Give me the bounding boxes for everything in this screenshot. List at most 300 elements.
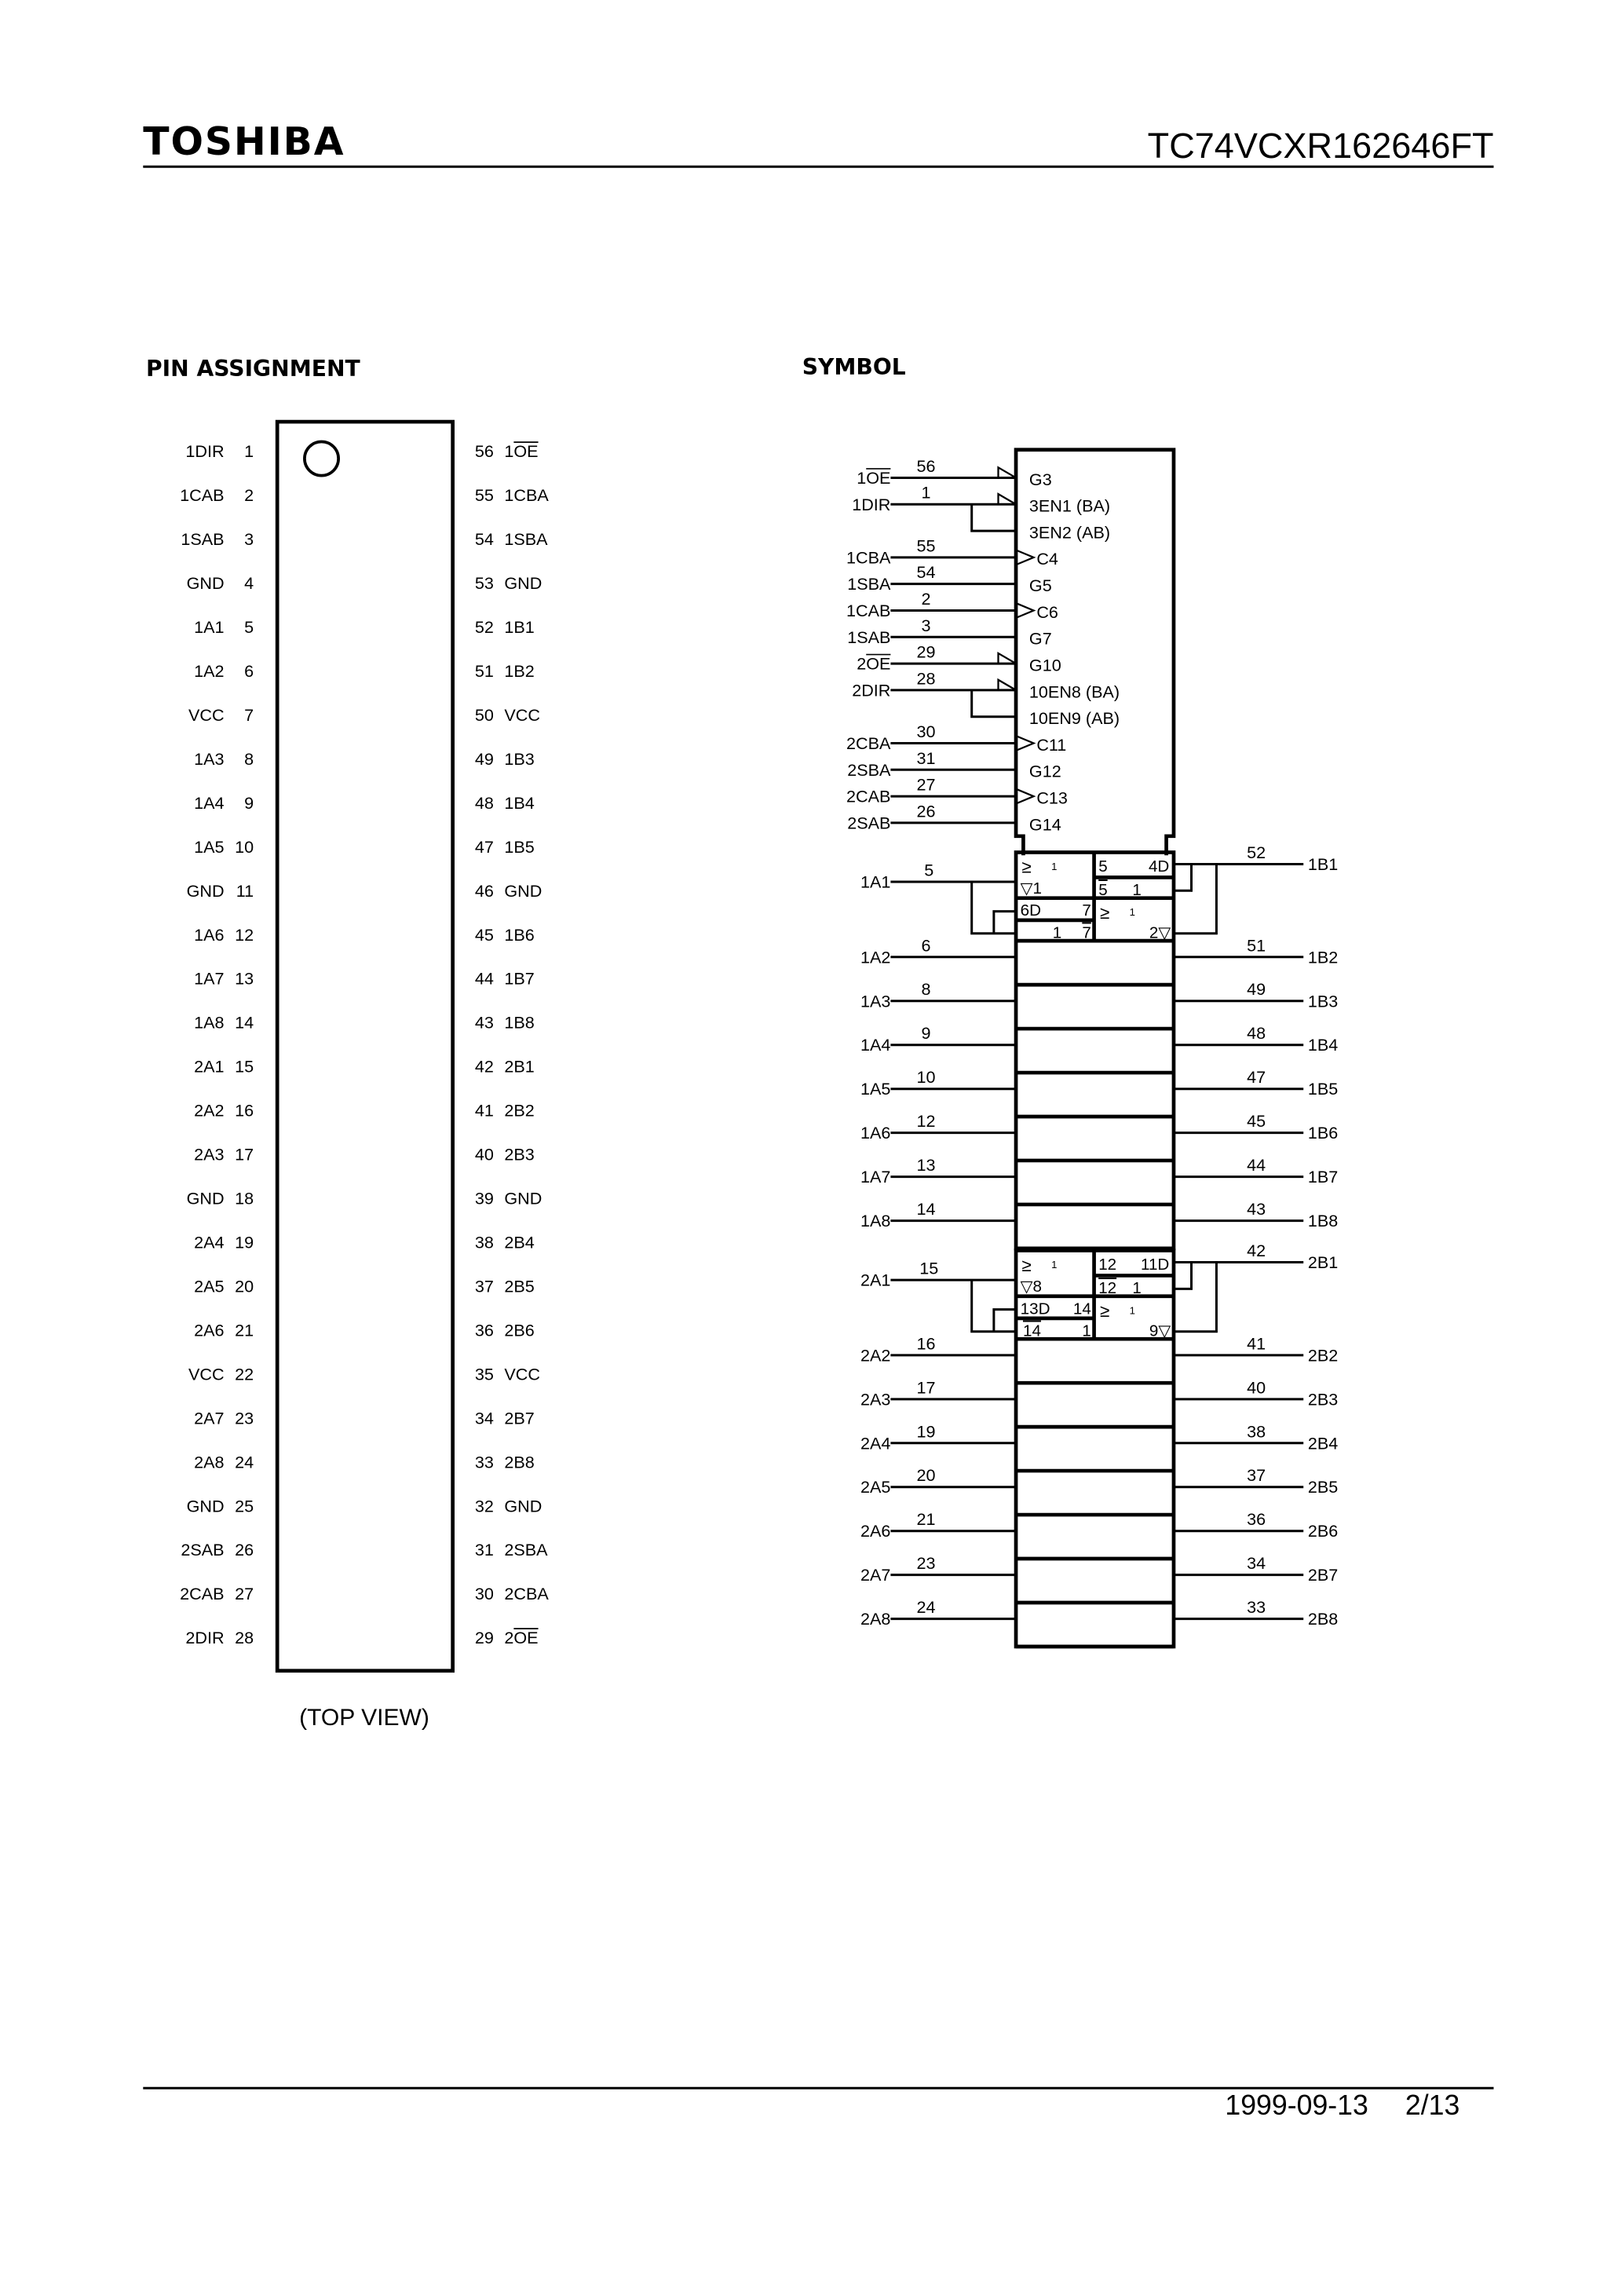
control-function-label: 10EN8 (BA) bbox=[1028, 682, 1120, 702]
cell-qualifier-label: 1 bbox=[1129, 906, 1135, 919]
pin-name: 1A5 bbox=[194, 836, 225, 857]
cell-qualifier-label: ≥ bbox=[1100, 902, 1110, 923]
a-pin-number: 12 bbox=[916, 1111, 936, 1132]
control-label: 2SAB bbox=[847, 813, 891, 833]
cell-qualifier-label: 1 bbox=[1051, 861, 1058, 873]
cell-qualifier-label: 1 bbox=[1051, 1259, 1058, 1271]
pin-name: 1A4 bbox=[194, 792, 225, 813]
control-pin-number: 1 bbox=[921, 482, 931, 503]
pin-number: 36 bbox=[474, 1320, 494, 1340]
a-port-label: 1A3 bbox=[860, 991, 891, 1011]
pin-number: 45 bbox=[474, 924, 494, 945]
cell-qualifier-label: 11D bbox=[1141, 1255, 1170, 1274]
pin-number: 35 bbox=[474, 1364, 494, 1384]
control-function-label: C6 bbox=[1036, 601, 1058, 622]
pin-number: 49 bbox=[474, 748, 494, 769]
clock-marker-icon bbox=[1016, 550, 1034, 565]
cell-qualifier-label: 14 bbox=[1072, 1300, 1091, 1318]
pin-name: 2DIR bbox=[185, 1628, 225, 1648]
pin-pad bbox=[258, 1056, 277, 1077]
pin-name: 1B3 bbox=[504, 748, 535, 769]
pin-name: 2CBA bbox=[504, 1584, 549, 1604]
logic-symbol bbox=[846, 450, 1338, 1647]
control-function-label: G3 bbox=[1028, 469, 1052, 489]
pin-pad bbox=[453, 968, 472, 989]
pin-name: 2B3 bbox=[504, 1144, 535, 1164]
feedback-line bbox=[1174, 1263, 1216, 1332]
pin-number: 9 bbox=[244, 792, 254, 813]
b-port-label: 1B2 bbox=[1307, 947, 1339, 967]
b-pin-number: 52 bbox=[1247, 842, 1266, 862]
pin-number: 54 bbox=[474, 529, 494, 550]
control-label: 2CAB bbox=[846, 786, 891, 806]
pin-name: 1B7 bbox=[504, 968, 535, 989]
a-port-label: 1A6 bbox=[860, 1123, 891, 1143]
control-pin-number: 29 bbox=[916, 642, 936, 662]
pin-number: 34 bbox=[474, 1408, 494, 1428]
pin-name: VCC bbox=[504, 1364, 540, 1384]
pin-name: 2B5 bbox=[504, 1276, 535, 1296]
cell-qualifier-label: 4D bbox=[1148, 857, 1170, 876]
control-label: 1CBA bbox=[846, 547, 891, 568]
pin-number: 2 bbox=[244, 485, 254, 506]
pin-pad bbox=[453, 1364, 472, 1384]
a-port-label: 1A1 bbox=[860, 872, 891, 892]
control-function-label: 3EN1 (BA) bbox=[1028, 495, 1111, 516]
a-pin-number: 5 bbox=[924, 860, 934, 880]
b-port-label: 2B7 bbox=[1307, 1565, 1339, 1585]
control-label: 2CBA bbox=[846, 733, 891, 754]
pin-number: 6 bbox=[244, 660, 254, 681]
control-label: 1CAB bbox=[846, 600, 891, 620]
enable-marker-icon bbox=[999, 653, 1017, 664]
pin-pad bbox=[258, 968, 277, 989]
pin-name: 2B7 bbox=[504, 1408, 535, 1428]
pin-name: 2A1 bbox=[194, 1056, 225, 1077]
pin-number: 47 bbox=[474, 836, 494, 857]
pin-pad bbox=[258, 792, 277, 813]
b-pin-number: 40 bbox=[1247, 1377, 1266, 1398]
pin-name: 1SBA bbox=[504, 529, 548, 550]
pin-pad bbox=[453, 792, 472, 813]
cell-qualifier-label: 5 bbox=[1098, 857, 1108, 876]
b-pin-number: 34 bbox=[1247, 1553, 1266, 1574]
control-function-label: 3EN2 (AB) bbox=[1028, 522, 1111, 543]
enable-marker-icon bbox=[999, 680, 1017, 690]
pin-number: 42 bbox=[474, 1056, 494, 1077]
feedback-line bbox=[1174, 864, 1216, 933]
a-pin-number: 17 bbox=[916, 1377, 936, 1398]
part-number: TC74VCXR162646FT bbox=[1147, 125, 1494, 166]
control-pin-number: 3 bbox=[921, 615, 931, 635]
pin-name: VCC bbox=[504, 704, 540, 725]
pin-number: 55 bbox=[474, 485, 494, 506]
b-port-label: 1B1 bbox=[1307, 854, 1339, 875]
a-port-label: 1A7 bbox=[860, 1167, 891, 1187]
pin-name: 2B4 bbox=[504, 1232, 535, 1252]
pin-number: 19 bbox=[235, 1232, 254, 1252]
pin-pad bbox=[453, 1276, 472, 1296]
pin-pad bbox=[258, 528, 277, 549]
control-label: 1OE bbox=[857, 467, 891, 488]
pin-pad bbox=[258, 616, 277, 637]
pin-number: 31 bbox=[474, 1540, 494, 1560]
control-function-label: G14 bbox=[1028, 814, 1061, 835]
control-pin-number: 55 bbox=[916, 536, 936, 556]
pin-pad bbox=[453, 1628, 472, 1648]
pin-name: 1B8 bbox=[504, 1012, 535, 1033]
pin-number: 20 bbox=[235, 1276, 254, 1296]
pin-name: 2A5 bbox=[194, 1276, 225, 1296]
pin-name: 2SBA bbox=[504, 1540, 548, 1560]
a-port-label: 2A5 bbox=[860, 1477, 891, 1497]
b-port-label: 1B6 bbox=[1307, 1123, 1339, 1143]
pin-pad bbox=[453, 924, 472, 945]
pin-name: 1A6 bbox=[194, 924, 225, 945]
b-pin-number: 44 bbox=[1247, 1155, 1266, 1175]
footer-page: 2/13 bbox=[1405, 2089, 1460, 2122]
control-pin-number: 26 bbox=[916, 801, 936, 821]
control-label: 2DIR bbox=[852, 680, 891, 700]
pin-number: 17 bbox=[235, 1144, 254, 1164]
pin-pad bbox=[258, 924, 277, 945]
pin-pad bbox=[453, 880, 472, 901]
cell-qualifier-label: 1 bbox=[1129, 1304, 1135, 1317]
footer-date: 1999-09-13 bbox=[1225, 2089, 1368, 2122]
pin-pad bbox=[453, 1584, 472, 1604]
b-pin-number: 38 bbox=[1247, 1421, 1266, 1442]
pin-pad bbox=[258, 1584, 277, 1604]
cell-qualifier-label: ≥ bbox=[1021, 1255, 1032, 1275]
feedback-line bbox=[994, 912, 1016, 934]
feedback-line bbox=[994, 1310, 1016, 1332]
b-pin-number: 51 bbox=[1247, 935, 1266, 956]
a-port-label: 1A4 bbox=[860, 1035, 891, 1055]
cell-qualifier-label: ▽8 bbox=[1020, 1278, 1043, 1296]
pin-pad bbox=[453, 660, 472, 681]
feedback-line bbox=[1174, 1263, 1192, 1289]
pin-pad bbox=[258, 1144, 277, 1164]
pin-pad bbox=[453, 748, 472, 769]
pin-name: GND bbox=[504, 573, 542, 594]
pin-pad bbox=[453, 704, 472, 725]
control-pin-number: 56 bbox=[916, 455, 936, 476]
pin-name: 2SAB bbox=[181, 1540, 225, 1560]
cell-qualifier-label: ≥ bbox=[1021, 857, 1032, 877]
pin-number: 28 bbox=[235, 1628, 254, 1648]
a-port-label: 1A2 bbox=[860, 947, 891, 967]
pin-pad bbox=[258, 1364, 277, 1384]
package-diagram bbox=[180, 422, 549, 1671]
symbol-heading: SYMBOL bbox=[802, 354, 906, 381]
pin-number: 25 bbox=[235, 1496, 254, 1516]
a-port-label: 2A7 bbox=[860, 1565, 891, 1585]
pin-assignment-heading: PIN ASSIGNMENT bbox=[146, 355, 360, 382]
cell-qualifier-label: 1 bbox=[1082, 1322, 1091, 1340]
a-pin-number: 8 bbox=[921, 979, 931, 1000]
pin-name: 1SAB bbox=[181, 529, 225, 550]
pin-number: 46 bbox=[474, 880, 494, 901]
feedback-line bbox=[972, 690, 1016, 717]
pin-name: 2A6 bbox=[194, 1320, 225, 1340]
pin-pad bbox=[258, 1100, 277, 1121]
pin-pad bbox=[453, 441, 472, 462]
pin-number: 30 bbox=[474, 1584, 494, 1604]
pin-pad bbox=[258, 1628, 277, 1648]
pin-name: 1B1 bbox=[504, 617, 535, 638]
pin-number: 27 bbox=[235, 1584, 254, 1604]
pin-number: 15 bbox=[235, 1056, 254, 1077]
b-pin-number: 37 bbox=[1247, 1465, 1266, 1486]
pin-pad bbox=[453, 1232, 472, 1252]
pin-number: 32 bbox=[474, 1496, 494, 1516]
pin-pad bbox=[453, 572, 472, 593]
a-port-label: 2A6 bbox=[860, 1521, 891, 1541]
cell-qualifier-label: 7 bbox=[1082, 901, 1091, 920]
control-function-label: G12 bbox=[1028, 761, 1061, 781]
b-pin-number: 43 bbox=[1247, 1199, 1266, 1219]
pin-pad bbox=[453, 1012, 472, 1033]
b-pin-number: 49 bbox=[1247, 979, 1266, 1000]
control-pin-number: 31 bbox=[916, 748, 936, 768]
control-pin-number: 28 bbox=[916, 668, 936, 689]
a-port-label: 1A8 bbox=[860, 1211, 891, 1231]
b-port-label: 2B4 bbox=[1307, 1433, 1339, 1453]
a-pin-number: 16 bbox=[916, 1333, 936, 1354]
pin-number: 44 bbox=[474, 968, 494, 989]
a-pin-number: 19 bbox=[916, 1421, 936, 1442]
control-label: 1DIR bbox=[852, 494, 891, 514]
pin-name: 2B6 bbox=[504, 1320, 535, 1340]
pin-number: 12 bbox=[235, 924, 254, 945]
feedback-line bbox=[1174, 864, 1192, 890]
pin-number: 43 bbox=[474, 1012, 494, 1033]
cell-qualifier-label: 9▽ bbox=[1149, 1322, 1171, 1340]
pin-name: 2B2 bbox=[504, 1100, 535, 1121]
b-port-label: 2B3 bbox=[1307, 1389, 1339, 1409]
b-port-label: 1B5 bbox=[1307, 1079, 1339, 1099]
cell-qualifier-label: 6D bbox=[1020, 901, 1042, 920]
pin-pad bbox=[453, 1540, 472, 1560]
a-pin-number: 24 bbox=[916, 1597, 936, 1618]
control-label: 1SAB bbox=[847, 627, 891, 647]
pin-name: 2B1 bbox=[504, 1056, 535, 1077]
b-port-label: 2B1 bbox=[1307, 1252, 1339, 1273]
pin-pad bbox=[258, 1320, 277, 1340]
pin-name: 2A4 bbox=[194, 1232, 225, 1252]
pin-number: 33 bbox=[474, 1452, 494, 1472]
pin-number: 5 bbox=[244, 617, 254, 638]
pin-pad bbox=[258, 1496, 277, 1516]
pin-number: 40 bbox=[474, 1144, 494, 1164]
pin-name: 1A8 bbox=[194, 1012, 225, 1033]
control-function-label: C11 bbox=[1036, 734, 1067, 755]
b-pin-number: 42 bbox=[1247, 1241, 1266, 1261]
pin-pad bbox=[258, 1012, 277, 1033]
pin-number: 48 bbox=[474, 792, 494, 813]
b-port-label: 2B8 bbox=[1307, 1609, 1339, 1629]
control-function-label: 10EN9 (AB) bbox=[1028, 708, 1120, 729]
pin-pad bbox=[453, 1056, 472, 1077]
pin-name: 1OE bbox=[504, 441, 539, 462]
cell-qualifier-label: 5 bbox=[1098, 880, 1108, 899]
b-pin-number: 36 bbox=[1247, 1509, 1266, 1530]
b-port-label: 2B5 bbox=[1307, 1477, 1339, 1497]
control-function-label: G10 bbox=[1028, 655, 1061, 675]
pin-pad bbox=[258, 572, 277, 593]
pin-name: GND bbox=[186, 573, 225, 594]
pin-name: 1CAB bbox=[180, 485, 225, 506]
cell-qualifier-label: 14 bbox=[1022, 1322, 1041, 1340]
feedback-line bbox=[972, 504, 1016, 531]
pin-number: 14 bbox=[235, 1012, 254, 1033]
toshiba-logo: TOSHIBA bbox=[143, 119, 345, 165]
pin-number: 10 bbox=[235, 836, 254, 857]
a-port-label: 1A5 bbox=[860, 1079, 891, 1099]
channel-group bbox=[860, 843, 1338, 1249]
pin-name: GND bbox=[186, 1188, 225, 1208]
cell-qualifier-label: 1 bbox=[1052, 923, 1062, 942]
pin-number: 52 bbox=[474, 617, 494, 638]
control-function-label: C13 bbox=[1036, 788, 1068, 808]
control-function-label: C4 bbox=[1036, 549, 1058, 569]
cell-qualifier-label: ▽1 bbox=[1020, 879, 1043, 898]
pin-name: VCC bbox=[188, 1364, 225, 1384]
control-pin-number: 2 bbox=[921, 588, 931, 609]
pin-number: 24 bbox=[235, 1452, 254, 1472]
b-port-label: 2B2 bbox=[1307, 1345, 1339, 1366]
pin-pad bbox=[258, 1232, 277, 1252]
pin-name: VCC bbox=[188, 704, 225, 725]
pin-pad bbox=[453, 1320, 472, 1340]
pin-pad bbox=[453, 1408, 472, 1428]
pin-number: 7 bbox=[244, 704, 254, 725]
pin-name: 1B6 bbox=[504, 924, 535, 945]
pin-name: 1B2 bbox=[504, 660, 535, 681]
pin-name: GND bbox=[504, 1188, 542, 1208]
pin-name: GND bbox=[504, 1496, 542, 1516]
a-pin-number: 6 bbox=[921, 935, 931, 956]
b-port-label: 1B7 bbox=[1307, 1167, 1339, 1187]
pin-name: 1A2 bbox=[194, 660, 225, 681]
a-pin-number: 10 bbox=[916, 1067, 936, 1088]
pin-name: 1CBA bbox=[504, 485, 549, 506]
pin-number: 1 bbox=[244, 441, 254, 462]
pin-pad bbox=[453, 484, 472, 505]
pin-number: 26 bbox=[235, 1540, 254, 1560]
pin-name: 2CAB bbox=[180, 1584, 225, 1604]
pin-pad bbox=[453, 836, 472, 857]
b-pin-number: 45 bbox=[1247, 1111, 1266, 1132]
pin-pad bbox=[258, 660, 277, 681]
pin-pad bbox=[453, 1144, 472, 1164]
a-port-label: 2A4 bbox=[860, 1433, 891, 1453]
pin-number: 38 bbox=[474, 1232, 494, 1252]
a-pin-number: 15 bbox=[919, 1258, 939, 1278]
cell-qualifier-label: 1 bbox=[1132, 1278, 1142, 1297]
pin-number: 29 bbox=[474, 1628, 494, 1648]
pin-pad bbox=[453, 1100, 472, 1121]
a-pin-number: 21 bbox=[916, 1509, 936, 1530]
cell-qualifier-label: 2▽ bbox=[1149, 923, 1171, 942]
pin-pad bbox=[258, 1276, 277, 1296]
pin-pad bbox=[258, 1452, 277, 1472]
a-port-label: 2A8 bbox=[860, 1609, 891, 1629]
pin-number: 22 bbox=[235, 1364, 254, 1384]
pin-name: GND bbox=[186, 1496, 225, 1516]
control-pin-number: 30 bbox=[916, 721, 936, 741]
pin-name: 1A3 bbox=[194, 748, 225, 769]
a-pin-number: 9 bbox=[921, 1023, 931, 1044]
pin-name: 2A7 bbox=[194, 1408, 225, 1428]
pin-name: 2OE bbox=[504, 1628, 539, 1648]
pin-name: 2B8 bbox=[504, 1452, 535, 1472]
a-pin-number: 23 bbox=[916, 1553, 936, 1574]
b-port-label: 2B6 bbox=[1307, 1521, 1339, 1541]
pin-pad bbox=[258, 1408, 277, 1428]
pin-number: 56 bbox=[474, 441, 494, 462]
pin-number: 4 bbox=[244, 573, 254, 594]
pin-number: 8 bbox=[244, 748, 254, 769]
pin-pad bbox=[453, 616, 472, 637]
control-function-label: G7 bbox=[1028, 628, 1052, 649]
pin-pad bbox=[258, 836, 277, 857]
pin-pad bbox=[453, 1452, 472, 1472]
enable-marker-icon bbox=[999, 494, 1017, 504]
control-pin-number: 27 bbox=[916, 774, 936, 795]
pin-pad bbox=[258, 748, 277, 769]
pin-name: 1DIR bbox=[185, 441, 225, 462]
pin-name: 1A7 bbox=[194, 968, 225, 989]
cell-qualifier-label: 12 bbox=[1098, 1255, 1117, 1274]
clock-marker-icon bbox=[1016, 789, 1034, 804]
b-port-label: 1B8 bbox=[1307, 1211, 1339, 1231]
b-pin-number: 41 bbox=[1247, 1333, 1266, 1354]
pin-pad bbox=[258, 484, 277, 505]
a-pin-number: 14 bbox=[916, 1199, 936, 1219]
control-label: 2OE bbox=[857, 653, 891, 674]
pin-name: GND bbox=[186, 880, 225, 901]
control-function-label: G5 bbox=[1028, 576, 1052, 596]
pin-number: 50 bbox=[474, 704, 494, 725]
pin-number: 23 bbox=[235, 1408, 254, 1428]
pin-pad bbox=[258, 441, 277, 462]
cell-qualifier-label: 1 bbox=[1132, 880, 1142, 899]
a-port-label: 2A2 bbox=[860, 1345, 891, 1366]
pin-number: 41 bbox=[474, 1100, 494, 1121]
channel-group bbox=[860, 1241, 1338, 1647]
cell-qualifier-label: 7 bbox=[1082, 923, 1091, 942]
pin-number: 3 bbox=[244, 529, 254, 550]
cell-qualifier-label: 13D bbox=[1020, 1300, 1050, 1318]
pin-name: 1B5 bbox=[504, 836, 535, 857]
pin-pad bbox=[258, 1540, 277, 1560]
pin-number: 11 bbox=[236, 880, 254, 901]
pin-number: 13 bbox=[235, 968, 254, 989]
pin-pad bbox=[258, 704, 277, 725]
pin-name: 2A2 bbox=[194, 1100, 225, 1121]
pin-number: 51 bbox=[474, 660, 494, 681]
pin-number: 53 bbox=[474, 573, 494, 594]
pin1-marker bbox=[305, 441, 338, 475]
pin-pad bbox=[258, 880, 277, 901]
control-label: 1SBA bbox=[847, 574, 891, 594]
pin-pad bbox=[453, 1496, 472, 1516]
enable-marker-icon bbox=[999, 467, 1017, 477]
pin-name: 1B4 bbox=[504, 792, 535, 813]
pin-number: 39 bbox=[474, 1188, 494, 1208]
pin-pad bbox=[453, 528, 472, 549]
